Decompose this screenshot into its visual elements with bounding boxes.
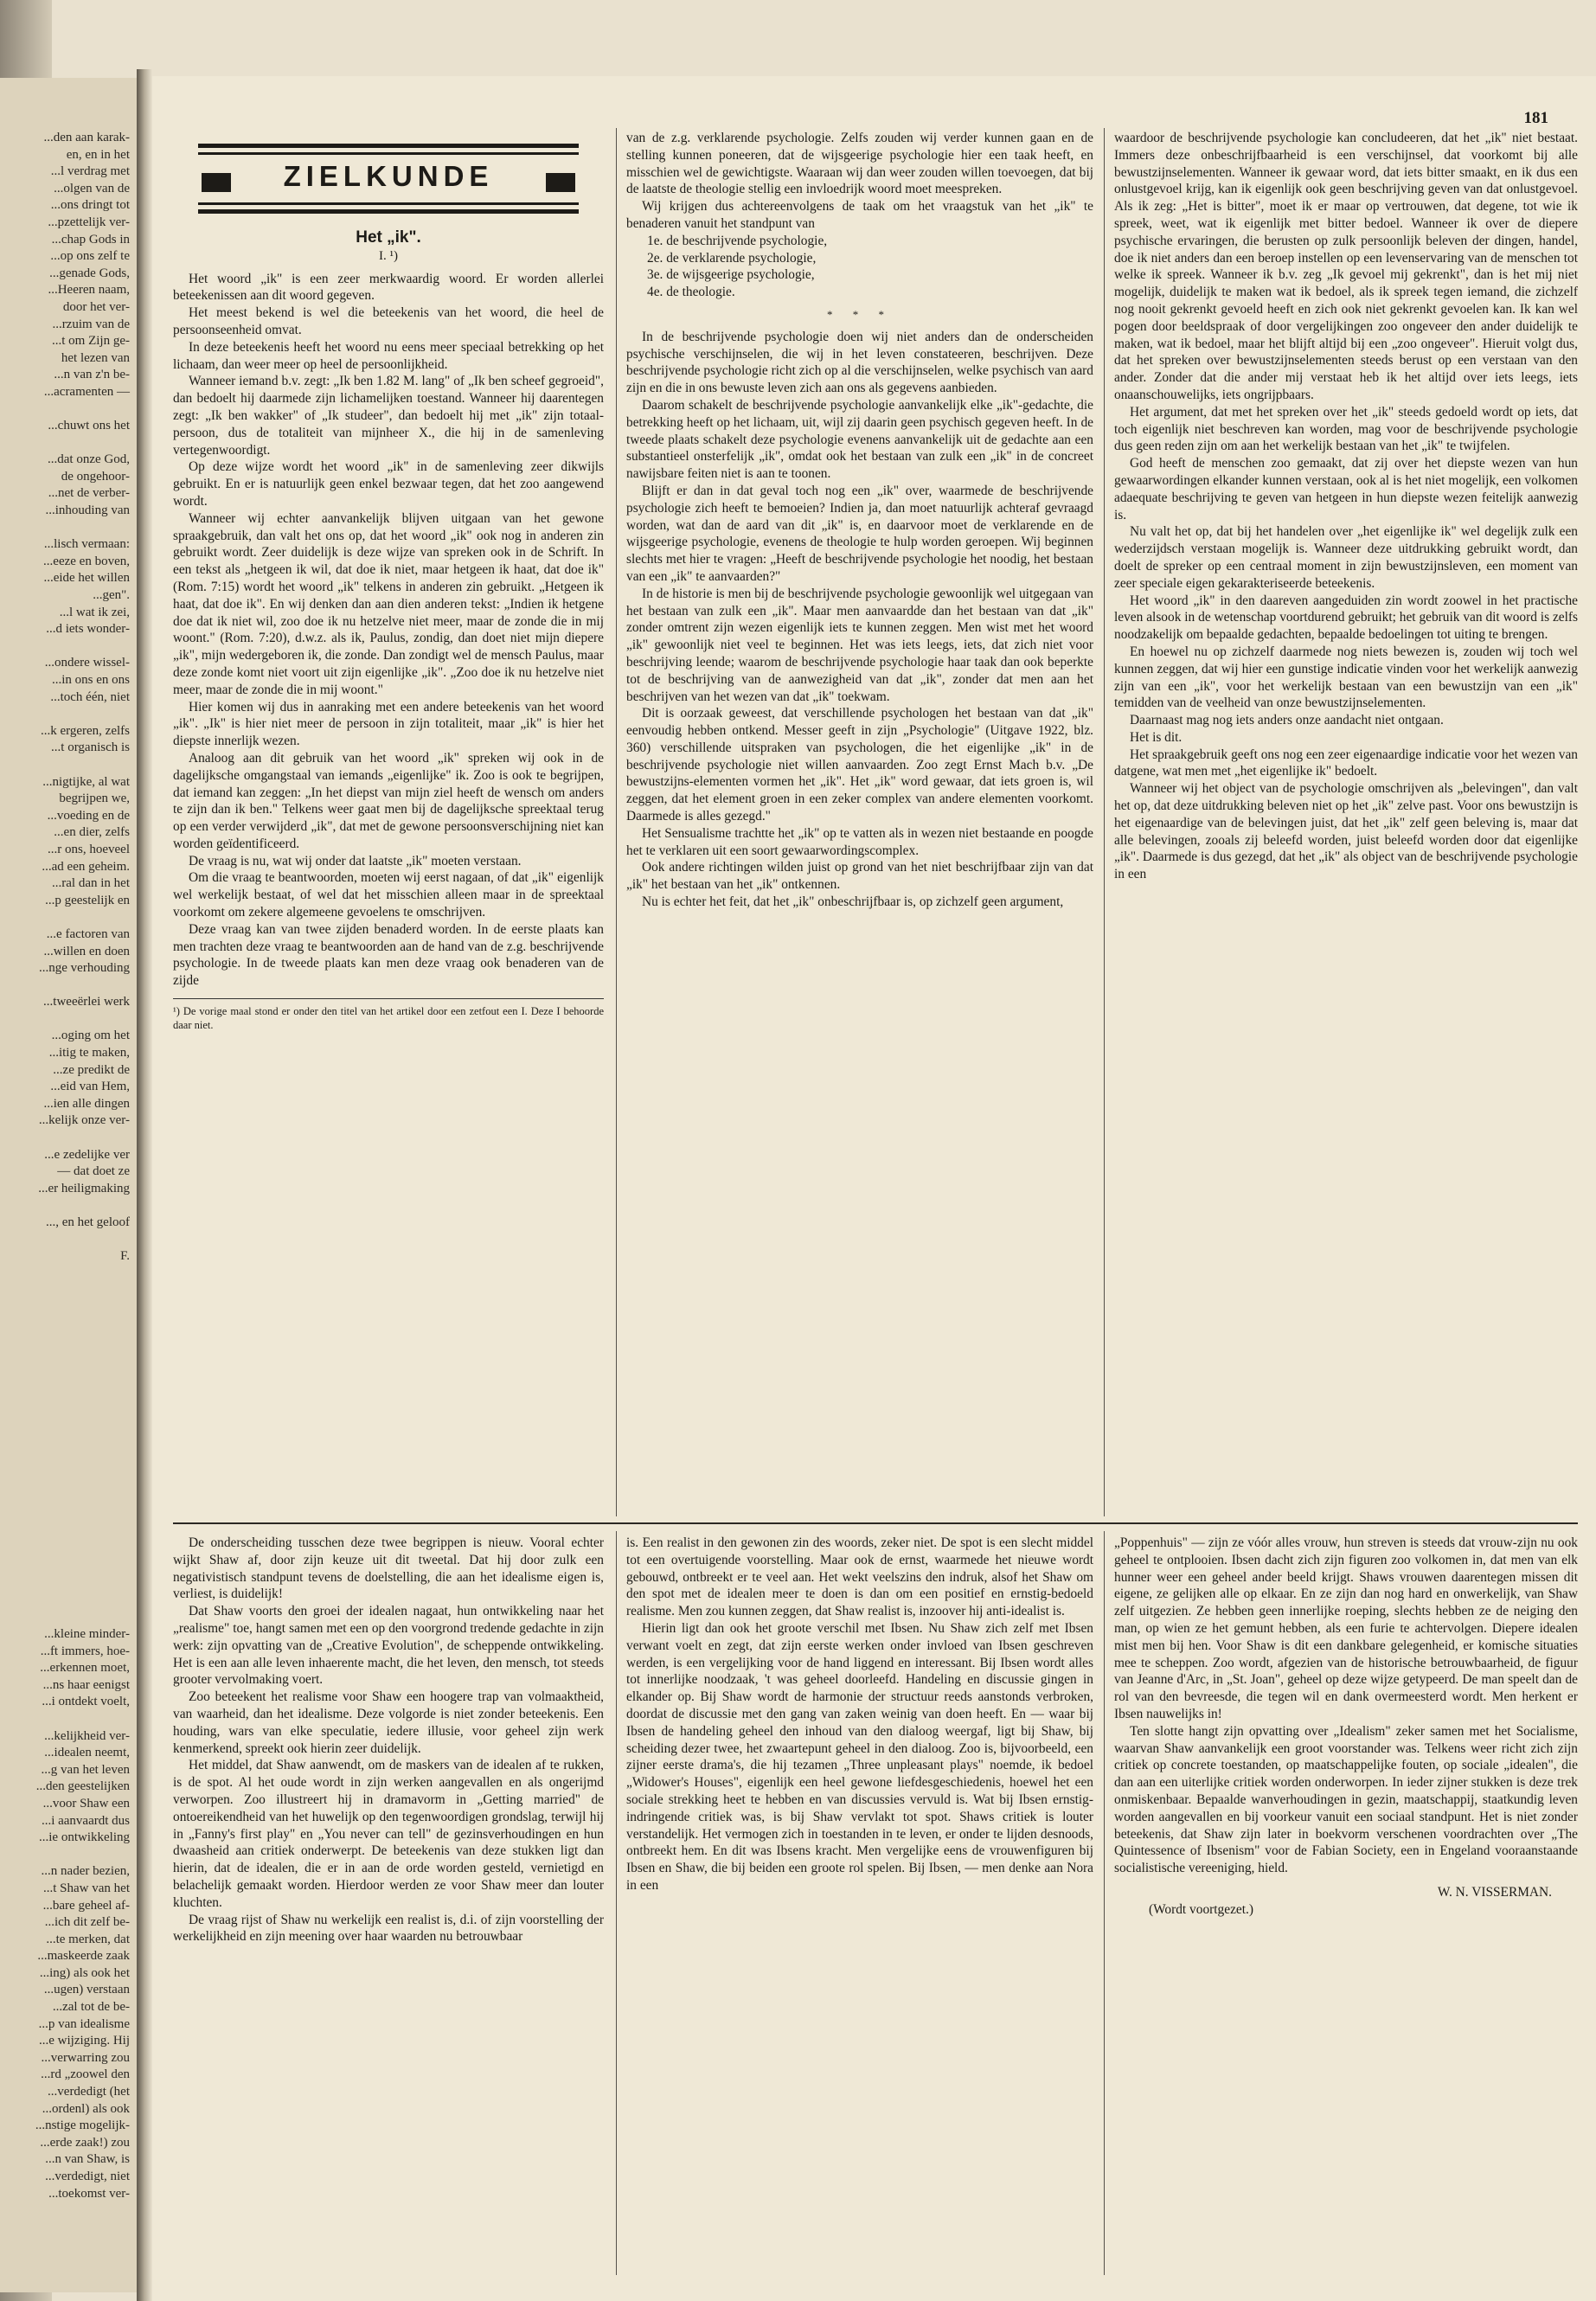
previous-page-line: ...in ons en ons bbox=[52, 673, 130, 687]
previous-page-line: ...verdedigt, niet bbox=[45, 2170, 130, 2183]
previous-page-line bbox=[0, 1130, 130, 1147]
previous-page-line: ...t Shaw van het bbox=[43, 1881, 130, 1895]
article-shaw-column-3-body bbox=[1114, 1535, 1578, 1877]
previous-page-line: ...oging om het bbox=[51, 1029, 130, 1043]
previous-page-line: ...toekomst ver- bbox=[48, 2186, 130, 2201]
list-item: 2e. de verklarende psychologie, bbox=[647, 250, 817, 266]
previous-page-line: ...d iets wonder- bbox=[46, 622, 130, 637]
article-ik-column-1 bbox=[173, 144, 604, 1032]
previous-page-line: ...nge verhouding bbox=[39, 961, 130, 976]
previous-page-line: ...verdedigt (het bbox=[48, 2085, 130, 2099]
previous-page-column-top bbox=[0, 130, 130, 1266]
previous-page-line: ...ft immers, hoe- bbox=[40, 1644, 130, 1658]
previous-page-line: ...rd „zoowel den bbox=[41, 2067, 130, 2082]
list-item: 4e. de theologie. bbox=[647, 285, 735, 300]
previous-page-line: ...lisch vermaan: bbox=[43, 537, 130, 552]
article-ik-column-2 bbox=[626, 130, 1093, 911]
column-rule bbox=[616, 1531, 617, 2275]
author-signature: W. N. VISSERMAN. bbox=[1437, 1884, 1552, 1900]
section-masthead bbox=[198, 144, 579, 217]
paragraph: Het woord „ik" in den daareven aangeduiden zin wordt zoowel in het practische leven alsook in de wetenschap voortdurend gebruikt; het gebruik van dit woord is zelfs noodzakelijk om bepaalde gedachten, bepaalde bedoelingen tot uiting te brengen. bbox=[1114, 593, 1578, 643]
previous-page-line: ...voor Shaw een bbox=[42, 1796, 130, 1811]
previous-page-line: ...chap Gods in bbox=[51, 232, 130, 247]
previous-page-line: ...net de verber- bbox=[48, 486, 130, 501]
previous-page-line: ...op ons zelf te bbox=[50, 249, 130, 264]
previous-page-line: ...maskeerde zaak bbox=[37, 1949, 130, 1964]
previous-page-line bbox=[0, 757, 130, 774]
page-number: 181 bbox=[1523, 109, 1548, 127]
previous-page-line: ...ondere wissel- bbox=[44, 656, 130, 670]
paragraph: In de beschrijvende psychologie doen wij niet anders dan de onderscheiden psychische verschijnselen, die wij in het leven constateeren, beschrijven. Deze beschrijvende psychologie richt zich op al die verschijnselen, welke psychisch van aard zijn en die in ons bewuste leven zich aan ons als gegevens aanbieden. bbox=[626, 329, 1093, 396]
paragraph: Het spraakgebruik geeft ons nog een zeer eigenaardige indicatie voor het wezen van datgene, wat men met „het eigenlijke ik" bedoelt. bbox=[1114, 747, 1578, 779]
previous-page-line: ..., en het geloof bbox=[45, 1215, 130, 1229]
previous-page-line bbox=[0, 706, 130, 723]
previous-page-line: ...t organisch is bbox=[51, 740, 130, 755]
paragraph: Hierin ligt dan ook het groote verschil met Ibsen. Nu Shaw zich zelf met Ibsen verwant voelt en zegt, dat zijn eerste werken onder invloed van Ibsen geschreven werden, is een vergelijking voor de hand liggend en interessant. Bij Ibsen wordt alles tot innerlijke noodzaak, 't was geheel doorleefd. Handeling en discussie gingen in elkander op. Bij Shaw wordt de harmonie der structuur reeds aanstonds verbroken, doordat de discussie met den gang van zaken weinig van doen heeft. En — waar bij Ibsen de handeling geheel den inhoud van den dialoog weergaf, ligt bij Shaw, bij scheiding dezer twee, het zwaartepunt geheel in den dialoog. Zoo is, bijvoorbeeld, een zijner eerste drama's, die hij tezamen „Three unpleasant plays" noemde, ik bedoel „Widower's Houses", eigenlijk een heel gewone liefdesgeschiedenis, hoewel het een sociale strekking heet te hebben en van discussies vervuld is. Wat bij Ibsen ernstig-indringende critiek was, is bij Shaw vervlakt tot spot. Shaws critiek is louter verstandelijk. Het vermogen zich in toestanden in te leven, er onder te lijden desnoods, ontbreekt hem. En dit was Ibsens kracht. Men vergelijke eens de vrouwenfiguren bij Ibsen en Shaw, die bij beiden een groote rol spelen. Bij Ibsen, — men denke aan Nora in een bbox=[626, 1620, 1093, 1893]
article-shaw-column-2-body bbox=[626, 1535, 1093, 1894]
paragraph: Het woord „ik" is een zeer merkwaardig woord. Er worden allerlei beteekenissen aan dit woord gegeven. bbox=[173, 271, 604, 304]
previous-page-line: ...n van z'n be- bbox=[54, 368, 130, 382]
previous-page-line: ...nstige mogelijk- bbox=[35, 2118, 130, 2133]
article-ik-column-2-body bbox=[626, 329, 1093, 911]
previous-page-line: ...chuwt ons het bbox=[48, 419, 130, 433]
previous-page-line: ...ral dan in het bbox=[52, 876, 130, 891]
previous-page-line: ...genade Gods, bbox=[49, 266, 130, 280]
previous-page-line: ...ie ontwikkeling bbox=[39, 1830, 130, 1845]
previous-page-line bbox=[0, 1197, 130, 1215]
previous-page-line: ...kleine minder- bbox=[44, 1627, 130, 1641]
previous-page-line: ...pzettelijk ver- bbox=[48, 215, 130, 229]
previous-page-line: ...nigtijke, al wat bbox=[42, 774, 130, 789]
previous-page-line: ...zal tot de be- bbox=[52, 2000, 130, 2015]
paragraph: Nu is echter het feit, dat het „ik" onbeschrijfbaar is, op zichzelf geen argument, bbox=[642, 894, 1064, 910]
previous-page-line bbox=[0, 520, 130, 537]
column-rule bbox=[1104, 128, 1105, 1516]
previous-page-line: ...t om Zijn ge- bbox=[52, 334, 130, 349]
previous-page-line bbox=[0, 909, 130, 926]
previous-page-line: ...ons dringt tot bbox=[50, 198, 130, 213]
previous-page-line: ...tweeërlei werk bbox=[43, 995, 130, 1009]
previous-page-line: ...l wat ik zei, bbox=[59, 605, 130, 619]
paragraph: Het argument, dat met het spreken over het „ik" steeds gedoeld wordt op iets, dat toch eigenlijk niet beschreven kan worden, mag voor de beschrijvende psychologie dus geen reden zijn om aan het werkelijk bestaan van het „ik" te twijfelen. bbox=[1114, 404, 1578, 454]
previous-page-line: ...i ontdekt voelt, bbox=[42, 1695, 130, 1709]
previous-page-line: ...te merken, dat bbox=[46, 1932, 130, 1946]
paragraph: Nu valt het op, dat bij het handelen over „het eigenlijke ik" wel degelijk zulk een wederzijdsch verstaan mogelijk is. Wanneer deze uitdrukking gebruikt wordt, dan doelt de spreker op een centraal moment in zijn bewustzijnsleven, een moment van zeer speciale eigen gekarakteriseerde beteekenis. bbox=[1114, 524, 1578, 591]
paragraph: In de historie is men bij de beschrijvende psychologie gewoonlijk wel uitgegaan van het bestaan van zulk een „ik". Maar men aanvaardde dan het bestaan van dat „ik" zonder omtrent zijn wezen eigenlijk iets te kunnen zeggen. Men wist met het woord „ik" gewoonlijk niet veel te beginnen. Het was iets leegs, iets, dat zich niet voor beschrijving leende; waarom de beschrijvende psychologie haar taak dan ook beperkte tot de beschrijving van de aanwezigheid van dat „ik", zonder dat men aan het beschrijven van het wezen van dat „ik" toekwam. bbox=[626, 586, 1093, 704]
previous-page-line: ...willen en doen bbox=[43, 944, 130, 958]
paragraph: Het is dit. bbox=[1130, 729, 1183, 745]
previous-page-line: ...dat onze God, bbox=[48, 452, 130, 467]
previous-page-line: ...toch één, niet bbox=[50, 689, 130, 704]
paragraph: Dit is oorzaak geweest, dat verschillende psychologen het bestaan van dat „ik" eenvoudig hebben ontkend. Messer geeft in zijn „Psychologie" (Uitgave 1922, blz. 360) verschillende uitspraken van psychologen, die het eigenlijke „ik" in de beschrijvende psychologie niet willen aanvaarden. Zoo zegt Ernst Mach b.v. „De bewustzijns-elementen vormen het „ik". Het „ik" word gewaar, dat iets groen is, wil zeggen, dat het element groen in een zeker complex van andere elementen voorkomt. Daarmede is alles gezegd." bbox=[626, 706, 1093, 824]
previous-page-line: ...erkennen moet, bbox=[40, 1661, 130, 1676]
previous-page-line bbox=[0, 1711, 130, 1728]
paragraph: Om die vraag te beantwoorden, moeten wij eerst nagaan, of dat „ik" eigenlijk wel werkelijk bestaat, of wel dat het misschien alleen maar in de spreektaal voorkomt om zekere algemeene gevoelens te omschrijven. bbox=[173, 870, 604, 920]
previous-page-line: ...den aan karak- bbox=[43, 131, 130, 144]
article-ik-column-3-body bbox=[1114, 130, 1578, 883]
previous-page-line: ...ad een geheim. bbox=[42, 859, 130, 874]
paragraph: Analoog aan dit gebruik van het woord „ik" spreken wij ook in de dagelijksche omgangstaal van iemands „eigenlijke" ik. Zoo is ook te begrijpen, dat iemand kan zeggen: „In het diepst van mijn ziel heeft de wensch om anders te zijn dan ik ben." Telkens weer gaat men bij de dagelijksche spreektaal terug op een verder verwijderd „ik", dat met de gewone persoonsverschijning niet kan worden geïdentificeerd. bbox=[173, 750, 604, 851]
paragraph: De onderscheiding tusschen deze twee begrippen is nieuw. Vooral echter wijkt Shaw af, door zijn keuze uit dit tweetal. Dat hij door zulk een negativistisch standpunt tevens de doelstelling, die aan het idealisme eigen is, verliest, is duidelijk! bbox=[173, 1535, 604, 1602]
paragraph: De vraag is nu, wat wij onder dat laatste „ik" moeten verstaan. bbox=[189, 853, 522, 868]
list-item: 3e. de wijsgeerige psychologie, bbox=[647, 267, 815, 283]
previous-page-column-bottom bbox=[0, 1626, 130, 2202]
paragraph: Ook andere richtingen wilden juist op grond van het niet beschrijfbaar zijn van dat „ik" het bestaan van het „ik" ontkennen. bbox=[626, 860, 1093, 893]
article-ik-column-2-intro bbox=[626, 130, 1093, 233]
previous-page-line: ...k ergeren, zelfs bbox=[40, 723, 130, 738]
section-heading: ZIELKUNDE bbox=[283, 160, 494, 192]
previous-page-line: ...ien alle dingen bbox=[43, 1096, 130, 1111]
previous-page-line: ...en dier, zelfs bbox=[54, 825, 130, 840]
paragraph: van de z.g. verklarende psychologie. Zelfs zouden wij verder kunnen gaan en de stelling kunnen poneeren, dat de wijsgeerige psychologie hier een taak heeft, en misschien wel de gewichtigste. Waaraan wij dan weer zouden willen toevoegen, dat bij de laatste de theologie stellig een invloedrijk woord moet meespreken. bbox=[626, 131, 1093, 197]
previous-page-line: ...inhouding van bbox=[45, 503, 130, 518]
previous-page-line: ...eide het willen bbox=[43, 571, 130, 586]
paragraph: is. Een realist in den gewonen zin des woords, zeker niet. De spot is een slecht middel tot een overtuigende voorstelling. Maar ook de ernst, waarmede het nieuwe wordt gebouwd, ontbreekt er te veel aan. Het wekt veelszins den indruk, alsof het Shaw om den spot met de idealen meer te doen is dan om een positief en ernstig-bedoeld realisme. Men zou kunnen zeggen, dat Shaw realist is, inzoover hij anti-idealist is. bbox=[626, 1535, 1093, 1619]
previous-page-line: ...i aanvaardt dus bbox=[41, 1813, 130, 1828]
paragraph: En hoewel nu op zichzelf daarmede nog niets bewezen is, zouden wij toch wel kunnen zeggen, dat wij hier een gunstige indicatie vinden voor het werkelijk aanwezig zijn van een „ik", voor het werkelijk bestaan van een bewustzijn van een „ik" temidden van de veelheid van onze bewustzijnselementen. bbox=[1114, 644, 1578, 711]
section-divider-stars: * * * bbox=[827, 307, 893, 321]
previous-page-line bbox=[0, 1011, 130, 1029]
previous-page-line: ...g van het leven bbox=[41, 1762, 130, 1777]
previous-page-line: ...ns haar eenigst bbox=[42, 1677, 130, 1692]
paragraph: De vraag rijst of Shaw nu werkelijk een realist is, d.i. of zijn voorstelling der werkelijkheid en zijn meening over haar waarden nu betrouwbaar bbox=[173, 1912, 604, 1945]
previous-page-line: ...ze predikt de bbox=[53, 1062, 130, 1077]
article-shaw-column-1-body bbox=[173, 1535, 604, 1945]
paragraph: Wanneer wij het object van de psychologie omschrijven als „belevingen", dan valt het op, dat deze uitdrukking beleven niet op het „ik" zelve past. Voor ons bewustzijn is het eigenaardige van de belevingen juist, dat het „ik" zelf geen beleving is, maar dat alle belevingen, zooals zij beleefd worden, juist beleefd worden door dat eigenlijke „ik". Daarmede is dus gezegd, dat het „ik" als object van de beschrijvende psychologie in een bbox=[1114, 781, 1578, 882]
paragraph: Daarom schakelt de beschrijvende psychologie aanvankelijk elke „ik"-gedachte, die betrekking heeft op het lichaam, uit, wijl zij daarin geen psychisch gegeven heeft. In de tweede plaats schakelt deze psychologie evenens aanvankelijk uit de gedachte aan een substantieel onsterfelijk „ik", omdat ook het bestaan van zulk een „ik" in de concreet nawijsbare feiten niet is aan te toonen. bbox=[626, 397, 1093, 482]
previous-page-line: ...er heiligmaking bbox=[38, 1181, 130, 1195]
previous-page-line: ...gen". bbox=[93, 588, 130, 603]
magazine-page bbox=[152, 76, 1596, 2301]
previous-page-line: ...eeze en boven, bbox=[43, 554, 130, 568]
paragraph: Op deze wijze wordt het woord „ik" in de samenleving zeer dikwijls gebruikt. En er is natuurlijk geen enkel bezwaar tegen, dat het zoo aangewend wordt. bbox=[173, 459, 604, 509]
previous-page-line: ...acramenten — bbox=[43, 384, 130, 399]
previous-page-line bbox=[0, 401, 130, 419]
previous-page-line: ...p geestelijk en bbox=[45, 893, 130, 907]
article-separator-rule bbox=[173, 1522, 1578, 1524]
previous-page-line: ...l verdrag met bbox=[50, 164, 130, 179]
previous-page-line: ...e zedelijke ver bbox=[44, 1147, 130, 1162]
article-part-number: I. ¹) bbox=[379, 248, 398, 263]
article-title: Het „ik". bbox=[356, 228, 421, 247]
article-shaw-column-3 bbox=[1114, 1535, 1578, 1919]
previous-page-line: ...voeding en de bbox=[47, 808, 130, 823]
paragraph: Zoo beteekent het realisme voor Shaw een hoogere trap van volmaaktheid, van waarheid, dan het idealisme. Deze volgorde is niet zonder beteekenis. Een houding, wars van elke speculatie, iedere illusie, voor geheel zijn werk kenmerkend, spreekt ook hierin zeer duidelijk. bbox=[173, 1689, 604, 1756]
previous-page-line: ...n nader bezien, bbox=[41, 1864, 130, 1879]
previous-page-line: ...itig te maken, bbox=[48, 1046, 130, 1061]
previous-page-line: en, en in het bbox=[66, 147, 130, 162]
article-shaw-column-2 bbox=[626, 1535, 1093, 1894]
paragraph: „Poppenhuis" — zijn ze vóór alles vrouw, hun streven is steeds dat vrouw-zijn nu ook geheel te ontplooien. Ibsen dacht zich zijn figuren zoo volkomen in, dat men van elk hunner weer een geheel ander beeld krijgt. Shaws vrouwen daarentegen missen dit eigene, ze gelijken alle op elkaar. En ze zijn dan nog hard en onwerkelijk, van Shaw zelf uitgezien. Ze hebben geen innerlijke roeping, slechts hebben ze de neiging den man, op wien ze het gemunt hebben, als een furie te achtervolgen. Diepere idealen mist men bij hen. Voor Shaw is dit een dankbare gelegenheid, er komische situaties mee te scheppen. Zoo wordt, afgezien van de historische betrouwbaarheid, de figuur van Jeanne d'Arc, in „St. Joan", geheel op deze wijze getypeerd. De man speelt dan de rol van den bevreesde, die tegen wil en dank overmeesterd wordt. Men herkent er Ibsen nauwelijks in! bbox=[1114, 1535, 1578, 1721]
paragraph: Ten slotte hangt zijn opvatting over „Idealism" zeker samen met het Socialisme, waarvan Shaw aanvankelijk een groot voorstander was. Telkens weer richt zich zijn critiek op concrete toestanden, op maatschappelijke fouten, op sociale „idealen", die dan aan een uiterlijke critiek worden onderworpen. In ieder zijner stukken is deze trek onmiskenbaar. Bepaalde wanverhoudingen in gezin, maatschappij, staatkundig leven worden aangevallen en bij voorkeur vanuit een sociaal standpunt. Het is niet zonder beteekenis, dat Shaw zijn later in boekvorm verschenen voordrachten over „The Quintessence of Ibsenism" voor de Fabian Society, een in Engeland vooraanstaande socialistische vereeniging, hield. bbox=[1114, 1723, 1578, 1876]
column-rule bbox=[616, 128, 617, 1516]
previous-page-line: ...idealen neemt, bbox=[44, 1746, 130, 1760]
paragraph: Wij krijgen dus achtereenvolgens de taak om het vraagstuk van het „ik" te benaderen vanuit het standpunt van bbox=[626, 199, 1093, 231]
previous-page-line: ...e factoren van bbox=[46, 926, 130, 941]
previous-page-line: ...r ons, hoeveel bbox=[48, 842, 130, 856]
previous-page-line bbox=[0, 1232, 130, 1249]
previous-page-line: ...Heeren naam, bbox=[48, 283, 130, 298]
list-item: 1e. de beschrijvende psychologie, bbox=[647, 233, 828, 248]
previous-page-line: het lezen van bbox=[61, 350, 130, 365]
previous-page-line: ...n van Shaw, is bbox=[45, 2152, 130, 2167]
previous-page-line: de ongehoor- bbox=[61, 469, 130, 484]
previous-page-line: ...bare geheel af- bbox=[42, 1898, 130, 1913]
article-ik-column-3 bbox=[1114, 130, 1578, 883]
previous-page-line bbox=[0, 638, 130, 656]
article-shaw-column-1 bbox=[173, 1535, 604, 1945]
paragraph: Het Sensualisme trachtte het „ik" op te vatten als in wezen niet bestaande en poogde het te verklaren uit een soort gewaarwordingscomplex. bbox=[626, 825, 1093, 858]
previous-page-line: ...ordenl) als ook bbox=[42, 2101, 130, 2116]
previous-page-line: ...kelijk onze ver- bbox=[38, 1113, 130, 1128]
footnote: ¹) De vorige maal stond er onder den titel van het artikel door een zetfout een I. Deze I behoorde daar niet. bbox=[173, 998, 604, 1032]
previous-page-line: ...ugen) verstaan bbox=[43, 1983, 130, 1997]
previous-page-line: ...rzuim van de bbox=[52, 317, 130, 331]
continued-notice: (Wordt voortgezet.) bbox=[1149, 1901, 1253, 1917]
previous-page-line: ...verwarring zou bbox=[41, 2050, 130, 2065]
previous-page-line: ...ich dit zelf be- bbox=[44, 1915, 130, 1930]
paragraph: Het middel, dat Shaw aanwendt, om de maskers van de idealen af te rukken, is de spot. Al het oude wordt in zijn werken aangevallen en als ongerijmd verworpen. Zoo illustreert hij in dramavorm in „Getting married" de ontoereikendheid van het huwelijk op den tegenwoordigen grondslag, terwijl hij in „Fanny's first play" en „You never can tell" de gezinsverhoudingen en hun dwaasheid aan critiek onderwerpt. De beteekenis van deze stukken ligt dan hierin, dat de idealen, die er in aan de orde worden gesteld, vernietigd en belachelijk gemaakt worden. Hierdoor werden ze voor Shaw meer dan louter kluchten. bbox=[173, 1758, 604, 1910]
previous-page-line: ...den geestelijken bbox=[35, 1779, 130, 1794]
paragraph: In deze beteekenis heeft het woord nu eens meer speciaal betrekking op het lichaam, dan weer meer op heel de persoonlijkheid. bbox=[173, 339, 604, 372]
page-gutter bbox=[137, 69, 152, 2301]
paragraph: Daarnaast mag nog iets anders onze aandacht niet ontgaan. bbox=[1130, 713, 1444, 728]
paragraph: Dat Shaw voorts den groei der idealen nagaat, hun ontwikkeling naar het „realisme" toe, hangt samen met een op den voorgrond tredende gedachte in zijn werk: zijn opvatting van de „Creative Evolution", de scheppende ontwikkeling. Het is een aan alle leven inhaerente macht, die het leven, den mensch, tot steeds grooter vervolmaking voert. bbox=[173, 1604, 604, 1688]
paragraph: God heeft de menschen zoo gemaakt, dat zij over het diepste wezen van hun gewaarwordingen elkander kunnen verstaan, ook al is het niet mogelijk, een volkomen adaequate beschrijving te geven van hetgeen in hun diepste wezen feitelijk aanwezig is. bbox=[1114, 456, 1578, 522]
previous-page-line: ...kelijkheid ver- bbox=[44, 1728, 130, 1743]
approach-list bbox=[626, 233, 1093, 301]
paragraph: Blijft er dan in dat geval toch nog een „ik" over, waarmede de beschrijvende psychologie zich heeft te bemoeien? Indien ja, dan moet natuurlijk achteraf gevraagd worden, wat dan de aard van dit „ik" is, en daarvoor moet de verklarende en de wijsgeerige psychologie, evenens de theologie te hulp worden geroepen. Wij beginnen slechts met hier te vragen: „Heeft de beschrijvende psychologie het noodig, het bestaan van een „ik" te aanvaarden?" bbox=[626, 483, 1093, 584]
previous-page-line: ...erde zaak!) zou bbox=[40, 2135, 130, 2150]
previous-page-line: ...p van idealisme bbox=[38, 2016, 130, 2031]
paragraph: waardoor de beschrijvende psychologie kan concludeeren, dat het „ik" niet bestaat. Immers deze onbeschrijfbaarheid is een verschijnsel, dat voorkomt bij alle bewustzijnselementen. Wanneer ik gewaar word, dat iets bitter smaakt, en ik dus een onlustgevoel krijg, kan ik eigenlijk ook geen beschrijving geven van dat onlustgevoel. Als ik zeg: „Het is bitter", moet ik er maar op vertrouwen, dat degene, tot wie ik spreek, weet, wat ik eigenlijk met bitter bedoel. Wanneer ik over de diepere psychische ervaringen, die berusten op zulk persoonlijk beleven der dingen, handel, doe ik niet anders dan een beroep instellen op een levenservaring van de menschen tot welke ik spreek. Wanneer ik b.v. zeg „Ik gevoel mij gekrenkt", dan is het mij niet mogelijk, duidelijk te maken wat ik bedoel, als ik spreek tegen iemand, die zichzelf nog nooit gekrenkt gevoeld heeft en zich ook niet gekrenkt gevoelen kan. Ik kan wel pogen door beeldspraak of door vergelijkingen zoo ongeveer den ander duidelijk te maken, wat ik bedoel, maar het blijft altijd bij een „zoo ongeveer". Hieruit volgt dus, dat het spreken over bewustzijnselementen steeds berust op een verstaan van den ander. Zonder dat die ander mij verstaat heb ik het altijd over iets leegs, iets onaanschouwelijks, iets ongrijpbaars. bbox=[1114, 131, 1578, 402]
previous-page-line bbox=[0, 977, 130, 995]
previous-page-line: begrijpen we, bbox=[59, 792, 130, 806]
paragraph: Deze vraag kan van twee zijden benaderd worden. In de eerste plaats kan men trachten deze vraag te beantwoorden aan de hand van de z.g. beschrijvende psychologie. In de tweede plaats kan men deze vraag ook benaderen van de zijde bbox=[173, 921, 604, 989]
column-rule bbox=[1104, 1531, 1105, 2275]
previous-page-line bbox=[0, 1847, 130, 1864]
previous-page-fragment bbox=[0, 78, 143, 2292]
previous-page-line: ...olgen van de bbox=[54, 181, 130, 195]
previous-page-line: ...e wijziging. Hij bbox=[39, 2034, 130, 2048]
previous-page-line: ...ing) als ook het bbox=[39, 1965, 130, 1980]
previous-page-line: — dat doet ze bbox=[57, 1164, 130, 1179]
paragraph: Wanneer iemand b.v. zegt: „Ik ben 1.82 M. lang" of „Ik ben scheef gegroeid", dan bedoelt hij daarmede zijn lichamelijken toestand. Wanneer hij daarentegen zegt: „Ik ben wakker" of „Ik studeer", dan bedoelt hij met „ik" zijn totaal-persoon, dus de totaliteit van mijnheer X., die hij in de samenleving vertegenwoordigt. bbox=[173, 374, 604, 458]
previous-page-line: F. bbox=[120, 1249, 130, 1264]
previous-page-line bbox=[0, 435, 130, 452]
article-ik-column-1-body bbox=[173, 271, 604, 990]
paragraph: Hier komen wij dus in aanraking met een andere beteekenis van het woord „ik". „Ik" is hier niet meer de persoon in zijn totaliteit, maar „ik" is hier het diepste innerlijk wezen. bbox=[173, 699, 604, 749]
previous-page-line: door het ver- bbox=[62, 299, 130, 314]
previous-page-line: ...eid van Hem, bbox=[50, 1080, 130, 1094]
paragraph: Wanneer wij echter aanvankelijk blijven uitgaan van het gewone spraakgebruik, dan valt het ons op, dat het woord „ik" ook nog in anderen zin gebruikt wordt. Zeer duidelijk is deze wijze van spreken ook in de Schrift. In een tekst als „hetgeen ik wil, dat doe ik niet, maar hetgeen ik haat, dat doe ik" (Rom. 7:15) wordt het woord „ik" telkens in anderen zin gebruikt. „Hetgeen ik haat, dat doe ik". En wij denken dan aan dien anderen tekst: „Indien ik hetgene doe dat ik niet wil, zoo doe ik nu hetzelve niet meer, maar de zonde die in mij woont." (Rom. 7:20), d.w.z. als ik, Paulus, zondig, dan doet niet mijn diepere „ik", mijn wedergeboren ik, die zonde. Dan zondigt wel de mensch Paulus, maar deze zonde komt niet voort uit zijn eigenlijke „ik". „Zoo doe ik nu hetzelve niet meer, maar de zonde die in mij woont." bbox=[173, 510, 604, 697]
paragraph: Het meest bekend is wel die beteekenis van het woord, die heel de persoonseenheid omvat. bbox=[173, 305, 604, 337]
